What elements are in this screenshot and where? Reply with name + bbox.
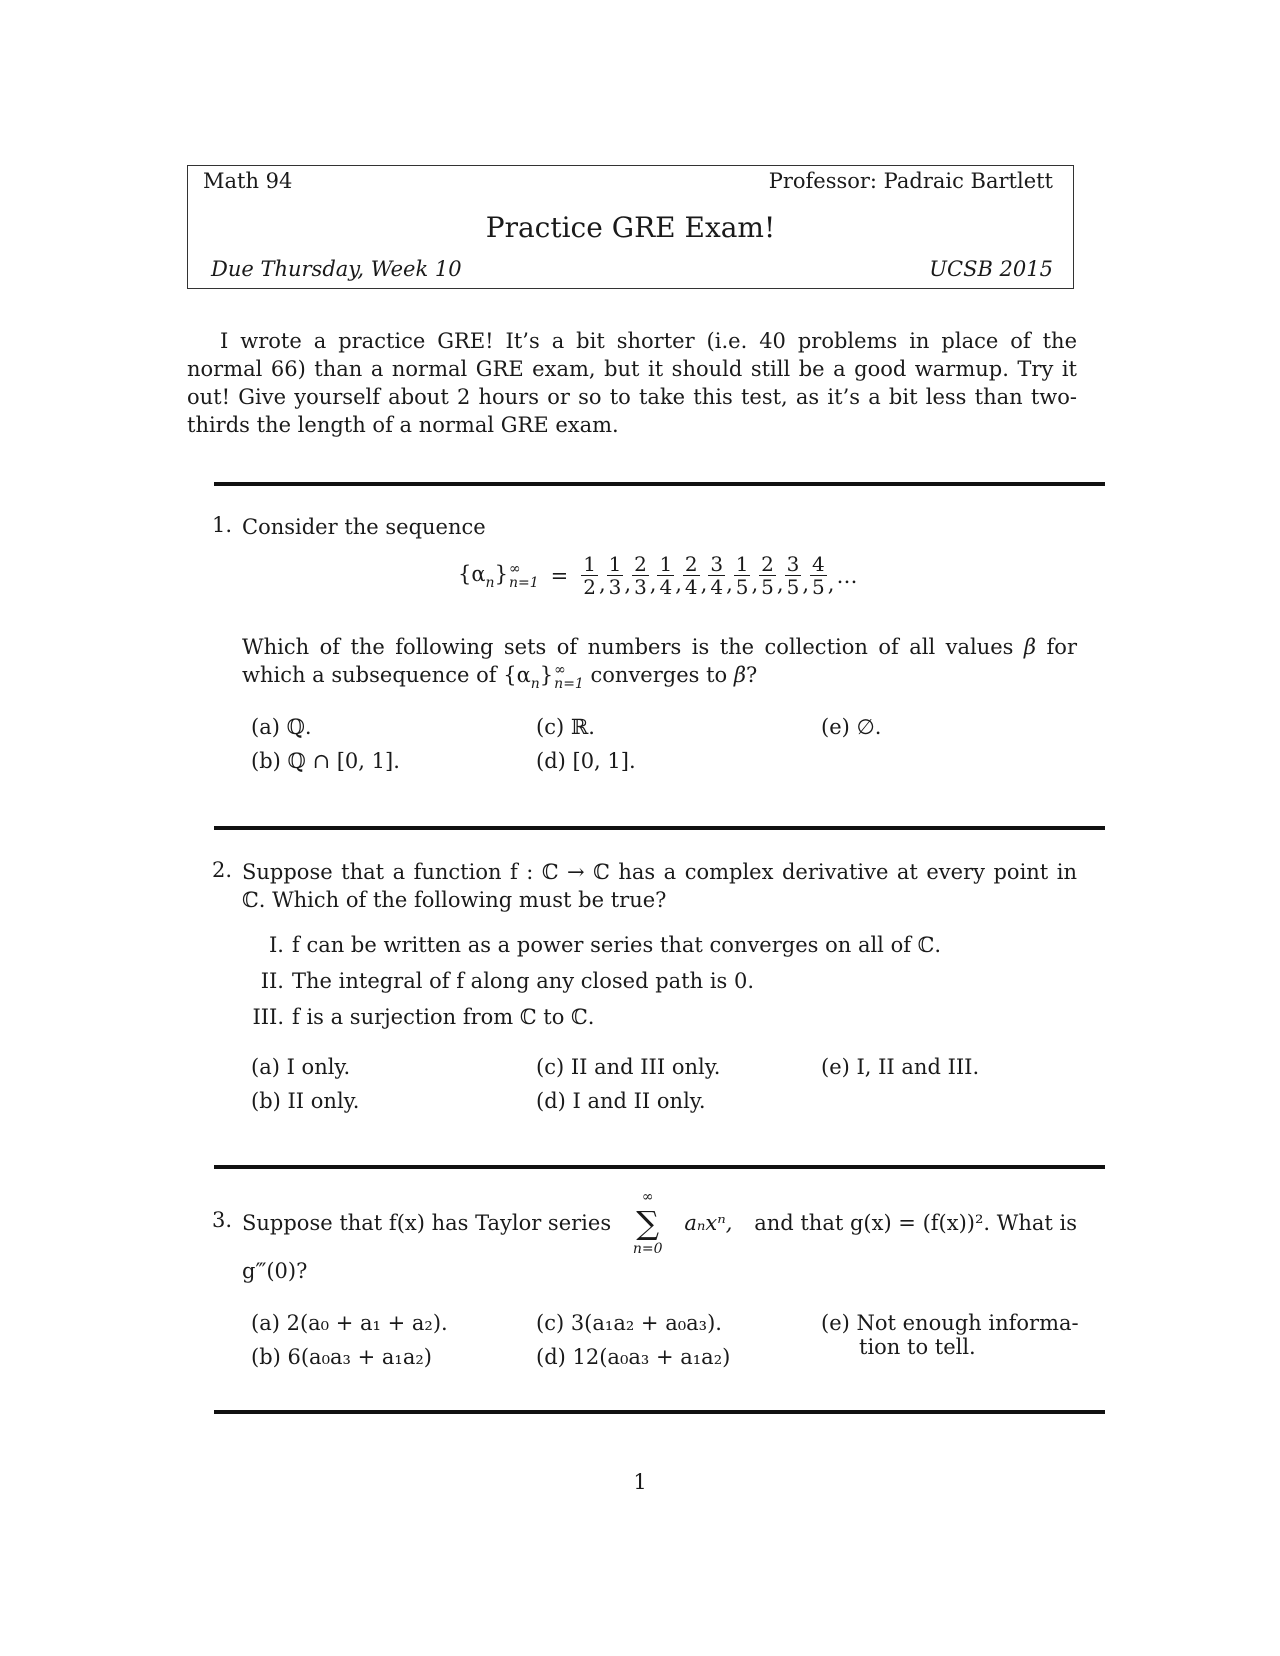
professor-label: Professor: Padraic Bartlett <box>768 169 1053 193</box>
sequence-fraction <box>657 553 674 598</box>
sequence-fraction <box>607 553 624 598</box>
comma: , <box>802 572 810 596</box>
equals-sign: = <box>550 563 569 588</box>
p2-statement-1: I. f can be written as a power series that converges on all of ℂ. <box>269 933 942 957</box>
p3-term: aₙxⁿ, <box>684 1211 733 1235</box>
sequence-fraction <box>785 553 802 598</box>
problem-3-number: 3. <box>212 1208 233 1232</box>
p1-choice-d[interactable]: (d) [0, 1]. <box>536 749 636 773</box>
problem-1-number: 1. <box>212 513 233 537</box>
comma: , <box>624 572 632 596</box>
comma: , <box>751 572 759 596</box>
sequence-fraction <box>759 553 776 598</box>
p3-choice-c[interactable]: (c) 3(a₁a₂ + a₀a₃). <box>536 1311 722 1335</box>
fraction-denominator: 4 <box>659 575 673 599</box>
seq-limits: ∞ n=1 <box>508 560 539 591</box>
p2-choice-e[interactable]: (e) I, II and III. <box>821 1055 980 1079</box>
sequence-fraction <box>581 553 598 598</box>
p1-choice-e[interactable]: (e) ∅. <box>821 715 882 739</box>
divider-rule <box>214 482 1105 486</box>
fraction-numerator: 2 <box>634 552 647 576</box>
problem-2-number: 2. <box>212 858 233 882</box>
p3-choice-d[interactable]: (d) 12(a₀a₃ + a₁a₂) <box>536 1345 731 1369</box>
problem-2-text: Suppose that a function f : ℂ → ℂ has a complex derivative at every point in ℂ. Which of the following must be true? <box>242 860 1077 912</box>
fraction-denominator: 5 <box>812 575 825 599</box>
problem-1-lead: Consider the sequence <box>242 515 486 539</box>
fraction-denominator: 5 <box>735 575 749 599</box>
divider-rule <box>214 1165 1105 1169</box>
comma: , <box>649 572 657 596</box>
comma: , <box>675 572 682 596</box>
fraction-numerator: 1 <box>735 552 749 576</box>
summation: ∞ ∑ n=0 <box>632 1189 663 1257</box>
fraction-numerator: 3 <box>710 552 724 576</box>
divider-rule <box>214 1410 1105 1414</box>
problem-1-question: Which of the following sets of numbers is the collection of all values β for which a subsequence of $\{\alpha_n\}$ ∞ n=1 converges to β? <box>242 635 1077 692</box>
fraction-denominator: 5 <box>786 575 800 599</box>
fraction-numerator: 1 <box>583 552 596 576</box>
fraction-denominator: 5 <box>761 575 774 599</box>
comma: , <box>700 572 708 596</box>
due-label: Due Thursday, Week 10 <box>211 257 462 281</box>
p2-statement-3: III. f is a surjection from ℂ to ℂ. <box>252 1005 595 1029</box>
fraction-numerator: 3 <box>786 552 800 576</box>
fraction-denominator: 4 <box>684 575 698 599</box>
fraction-denominator: 3 <box>634 575 647 599</box>
p3-lead: Suppose that f(x) has Taylor series <box>242 1211 612 1235</box>
p2-choice-c[interactable]: (c) II and III only. <box>536 1055 721 1079</box>
sequence-fraction <box>683 553 700 598</box>
header-box <box>187 165 1074 289</box>
p2-choice-d[interactable]: (d) I and II only. <box>536 1089 706 1113</box>
divider-rule <box>214 826 1105 830</box>
page-number: 1 <box>633 1470 647 1494</box>
course-label: Math 94 <box>203 169 293 193</box>
fraction-numerator: 2 <box>684 552 698 576</box>
fraction-denominator: 2 <box>583 575 596 599</box>
fraction-numerator: 4 <box>812 552 825 576</box>
p1-choice-c[interactable]: (c) ℝ. <box>536 715 595 739</box>
p3-choice-e[interactable]: (e) Not enough informa- tion to tell. <box>821 1311 1079 1359</box>
sequence-fraction <box>632 553 649 598</box>
p3-tail: g‴(0)? <box>242 1259 308 1283</box>
fraction-numerator: 2 <box>761 552 774 576</box>
sequence-fraction <box>708 553 725 598</box>
p1-choice-a[interactable]: (a) ℚ. <box>251 715 312 739</box>
seq-lhs: $\{\alpha_n\}$ <box>458 562 508 591</box>
fraction-numerator: 1 <box>659 552 673 576</box>
p2-choice-a[interactable]: (a) I only. <box>251 1055 351 1079</box>
school-label: UCSB 2015 <box>929 257 1053 281</box>
sequence-fraction <box>734 553 751 598</box>
comma: , <box>726 572 733 596</box>
p2-choice-b[interactable]: (b) II only. <box>251 1089 360 1113</box>
fraction-numerator: 1 <box>608 552 622 576</box>
page-title: Practice GRE Exam! <box>485 211 776 244</box>
p3-choice-b[interactable]: (b) 6(a₀a₃ + a₁a₂) <box>251 1345 432 1369</box>
comma: , <box>827 572 835 596</box>
problem-3-text <box>242 1188 1077 1258</box>
intro-paragraph: I wrote a practice GRE! It’s a bit shorter (i.e. 40 problems in place of the normal 66) than a normal GRE exam, but it should still be a good warmup. Try it out! Give yourself about 2 hours or so to take this test, as it’s a bit less than two-thirds the length of a normal GRE exam. <box>187 329 1077 437</box>
sequence-fraction <box>810 553 827 598</box>
comma: , <box>776 572 784 596</box>
fraction-list <box>580 553 834 598</box>
ellipsis: … <box>836 563 858 588</box>
comma: , <box>598 572 606 596</box>
p3-mid: and that g(x) = (f(x))². What is <box>754 1211 1077 1235</box>
p1-choice-b[interactable]: (b) ℚ ∩ [0, 1]. <box>251 749 400 773</box>
p2-statement-2: II. The integral of f along any closed path is 0. <box>260 969 755 993</box>
sequence-equation <box>458 553 857 598</box>
fraction-denominator: 4 <box>710 575 724 599</box>
fraction-denominator: 3 <box>608 575 622 599</box>
p3-choice-a[interactable]: (a) 2(a₀ + a₁ + a₂). <box>251 1311 448 1335</box>
